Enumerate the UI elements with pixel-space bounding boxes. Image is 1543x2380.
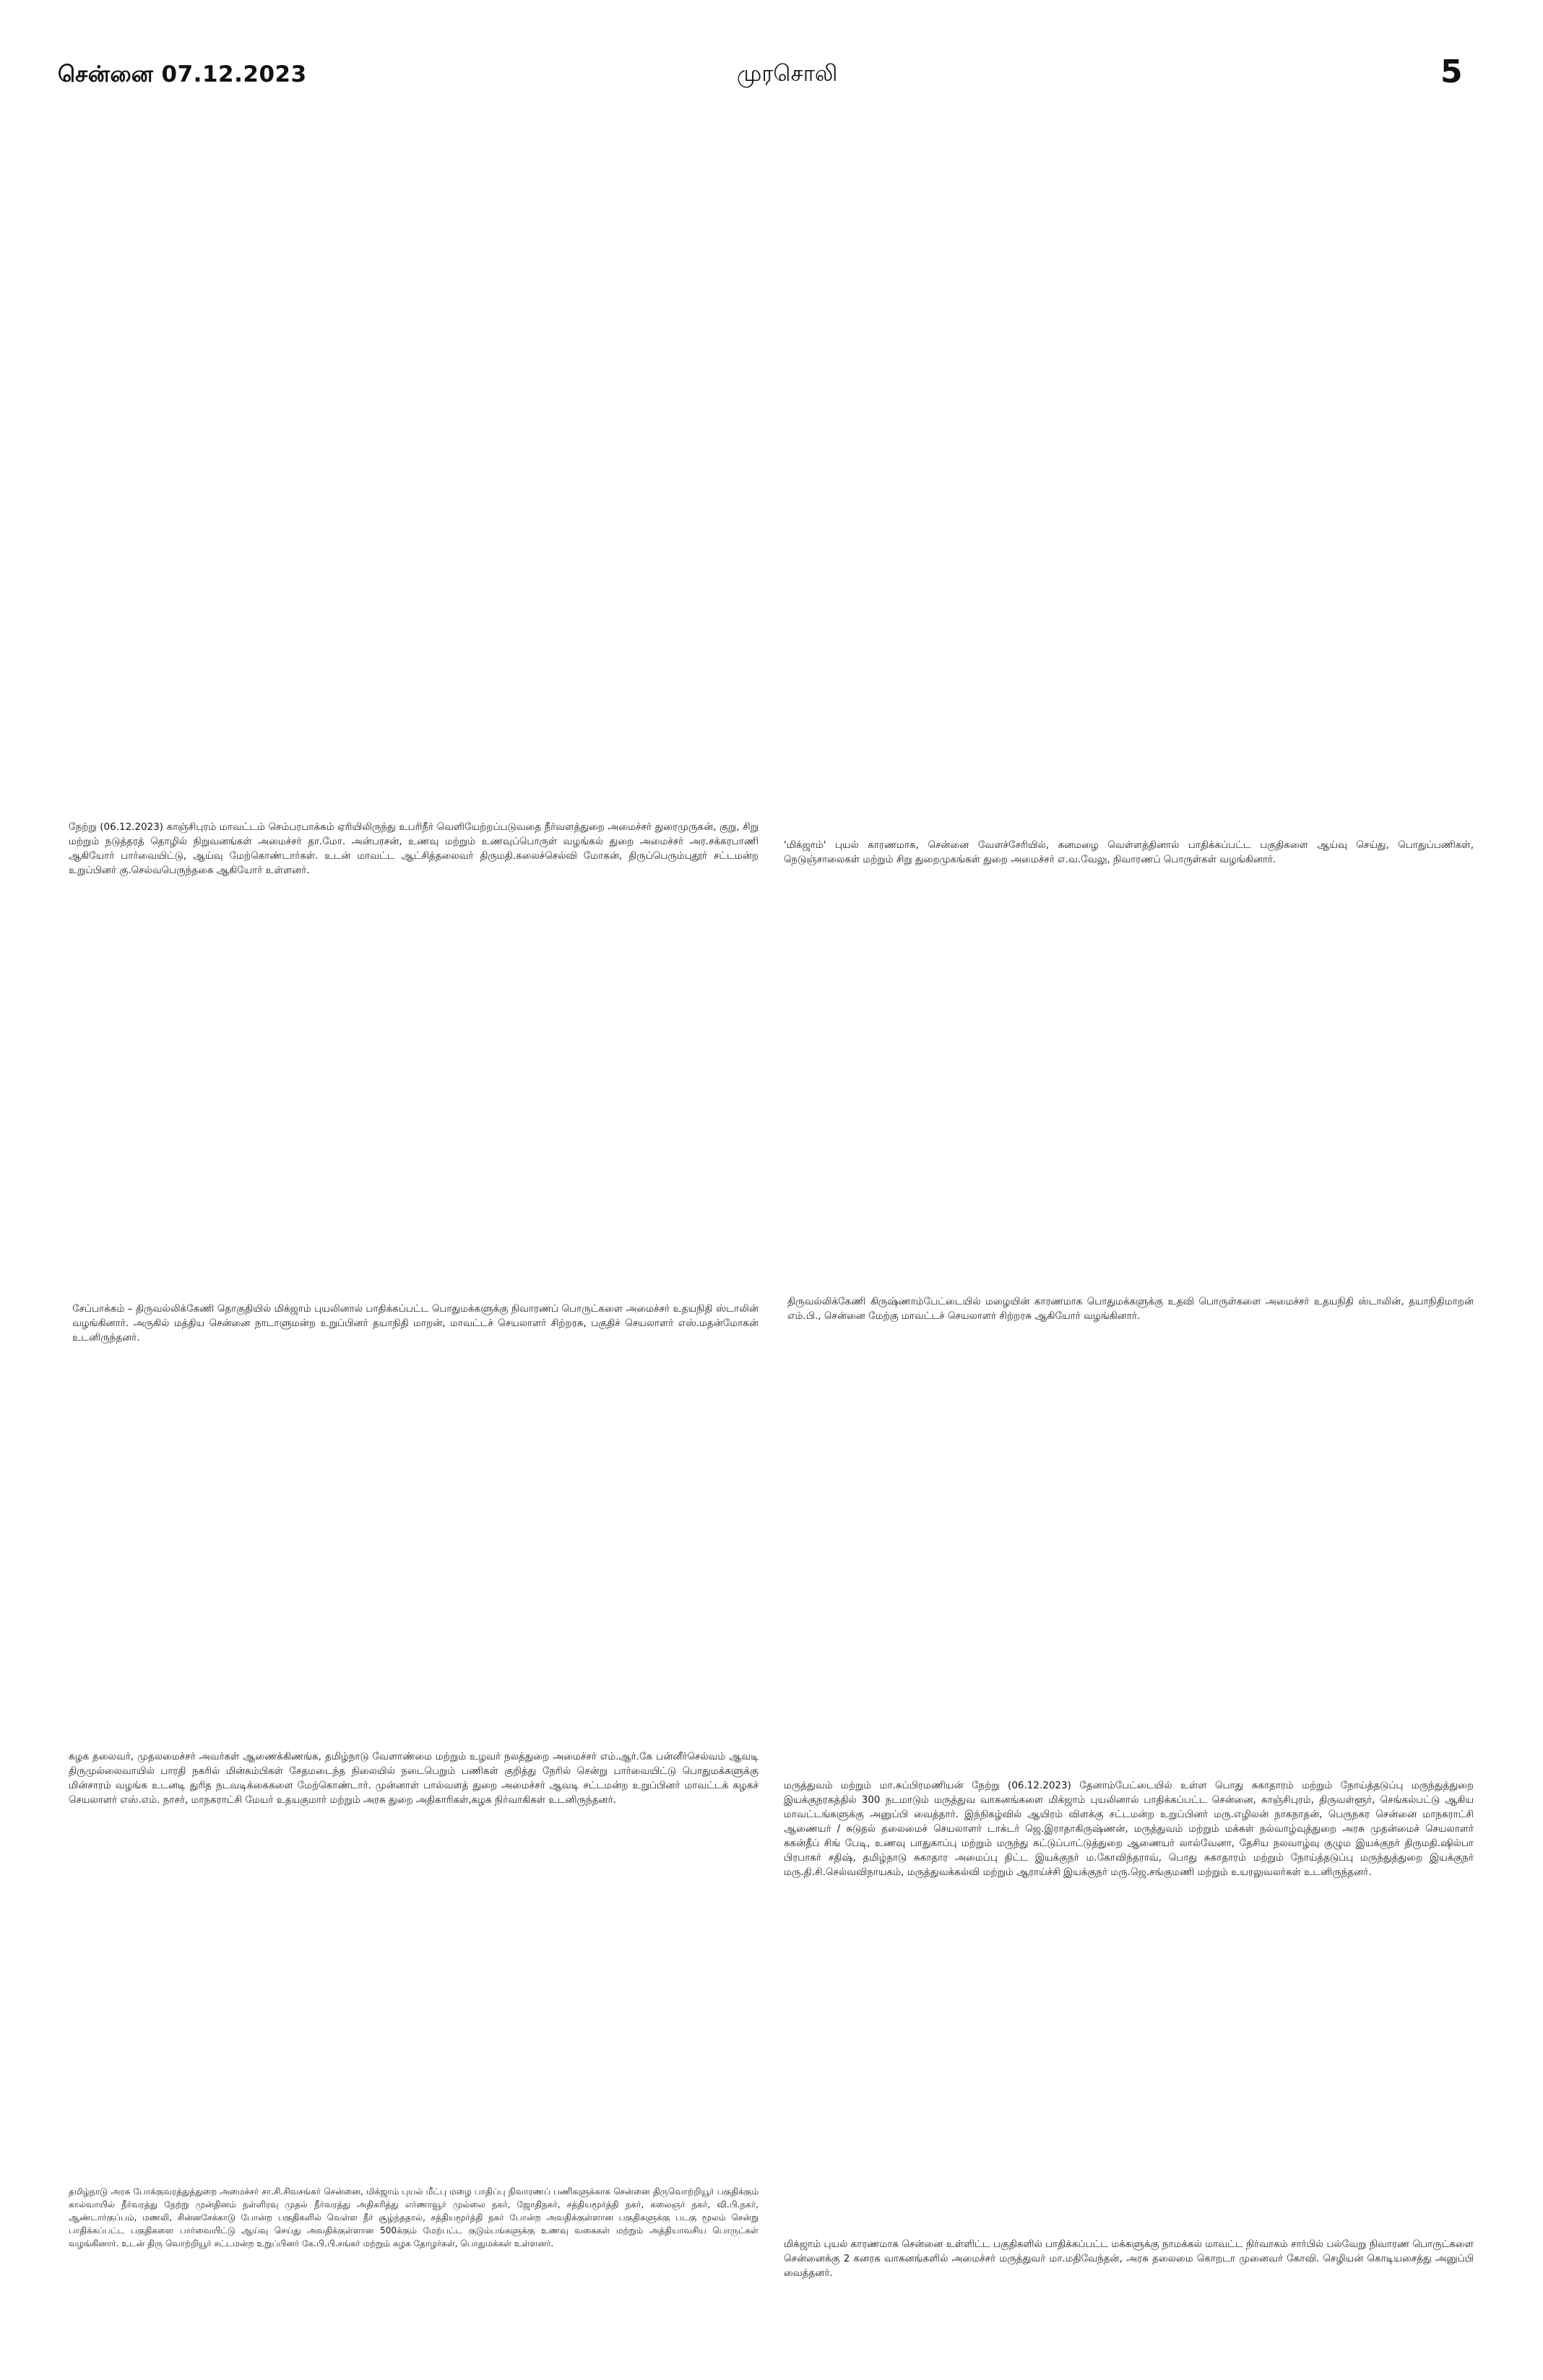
newspaper-name: முரசொலி <box>737 61 838 87</box>
edition-date: சென்னை 07.12.2023 <box>58 61 307 87</box>
photo-area-1 <box>69 101 755 809</box>
photo-caption-5: கழக தலைவர், முதலமைச்சர் அவர்கள் ஆணைக்கிணங்க, தமிழ்நாடு வேளாண்மை மற்றும் உழவர் நலத்துறை அமைச்சர் எம்.ஆர்.கே பன்னீர்செல்வம் ஆவடி திருமுல்லைவாயில் பாரதி நகரில் மின்கம்பிகள் சேதமடைந்த நிலையில் நடைபெறும் பணிகள் குறித்து நேரில் சென்று பார்வையிட்டு பொதுமக்களுக்கு மின்சாரம் வழங்க உடனடி துரித நடவடிக்கைகளை மேற்கொண்டார். முன்னாள் பால்வளத் துறை அமைச்சர் ஆவடி சட்டமன்ற உறுப்பினர் மாவட்டக் கழகச் செயலாளர் எஸ்.எம். நாசர், மாநகராட்சி மேயர் உதயகுமார் மற்றும் அரசு துறை அதிகாரிகள்,கழக நிர்வாகிகள் உடனிருந்தனர். <box>69 1751 758 1806</box>
photo-caption-7: தமிழ்நாடு அரசு போக்குவரத்துத்துறை அமைச்சர் சா.சி.சிவசங்கர் சென்னை, மிக்ஜாம் புயல் மீட்பு மழை பாதிப்பு நிவாரணப் பணிகளுக்காக சென்னை திருவொற்றியூர் பகுதிக்கும் கால்வாயில் நீர்வரத்து நேற்று முன்தினம் நள்ளிரவு முதல் நீர்வரத்து அதிகரித்து எர்ணாவூர் முல்லை நகர், ஜோதிநகர், சத்தியமூர்த்தி நகர், கலைஞர் நகர், வி.பி.நகர், ஆண்டார்குப்பம், மணலி, சின்னசேக்காடு போன்ற பகுதிகளில் வெள்ள நீர் சூழ்ந்ததால், சத்தியமூர்த்தி நகர் போன்ற அவதிக்குள்ளான பகுதிகளுக்கு படகு மூலம் சென்று பாதிக்கப்பட்ட பகுதிகளை பார்வையிட்டு ஆய்வு செய்து அவதிக்குள்ளான 500க்கும் மேற்பட்ட குடும்பங்களுக்கு உணவு வகைகள் மற்றும் அத்தியாவசிய பொருட்கள் வழங்கினார். உடன் திரு வொற்றியூர் சட்டமன்ற உறுப்பினர் கே.பி.பி.சங்கர் மற்றும் கழக தோழர்கள், பொதுமக்கள் உள்ளனர். <box>69 2186 759 2249</box>
photo-area-3 <box>69 899 758 1293</box>
photo-area-7 <box>69 1965 758 2174</box>
photo-caption-4: திருவல்லிக்கேணி கிருஷ்ணாம்பேட்டையில் மழையின் காரணமாக பொதுமக்களுக்கு உதவி பொருள்களை அமைச்சர் உதயநிதி ஸ்டாலின், தயாநிதிமாறன் எம்.பி., சென்னை மேற்கு மாவட்டச் செயலாளர் சிற்றரசு ஆகியோர் வழங்கினார். <box>787 1296 1474 1322</box>
photo-area-6 <box>784 1358 1474 1770</box>
masthead <box>0 0 1543 94</box>
photo-area-4 <box>784 899 1474 1289</box>
photo-area-5 <box>69 1358 758 1741</box>
photo-caption-2: 'மிக்ஜாம்' புயல் காரணமாக, சென்னை வேளச்சேரியில், கனமழை வெள்ளத்தினால் பாதிக்கப்பட்ட பகுதிகளை ஆய்வு செய்து, பொதுப்பணிகள், நெடுஞ்சாலைகள் மற்றும் சிறு துறைமுகங்கள் துறை அமைச்சர் எ.வ.வேலு, நிவாரணப் பொருள்கள் வழங்கினார். <box>784 839 1474 865</box>
photo-caption-3: சேப்பாக்கம் – திருவல்லிக்கேணி தொகுதியில் மிக்ஜாம் புயலினால் பாதிக்கப்பட்ட பொதுமக்களுக்கு நிவாரணப் பொருட்களை அமைச்சர் உதயநிதி ஸ்டாலின் வழங்கினார். அருகில் மத்திய சென்னை நாடாளுமன்ற உறுப்பினர் தயாநிதி மாறன், மாவட்டச் செயலாளர் சிற்றரசு, பகுதிச் செயலாளர் எஸ்.மதன்மோகன் உடனிருந்தனர். <box>72 1303 758 1343</box>
page-number: 5 <box>1440 53 1463 90</box>
photo-caption-8: மிக்ஜாம் புயல் காரணமாக சென்னை உள்ளிட்ட பகுதிகளில் பாதிக்கப்பட்ட மக்களுக்கு நாமக்கல் மாவட்ட நிர்வாகம் சார்பில் பல்வேறு நிவாரண பொருட்களை சென்னைக்கு 2 கனரக வாகனங்களில் அமைச்சர் மருத்துவர் மா.மதிவேந்தன், அரசு தலைமை கொறடா முனைவர் கோவி. செழியன் கொடியசைத்து அனுப்பி வைத்தனர். <box>784 2238 1474 2279</box>
photo-caption-6: மருத்துவம் மற்றும் மா.சுப்பிரமணியன் நேற்று (06.12.2023) தேனாம்பேட்டையில் உள்ள பொது சுகாதாரம் மற்றும் நோய்த்தடுப்பு மருந்துத்துறை இயக்குநரகத்தில் 300 நடமாடும் மருத்துவ வாகனங்களை மிக்ஜாம் புயலினால் பாதிக்கப்பட்ட சென்னை, காஞ்சிபுரம், திருவள்ளூர், செங்கல்பட்டு ஆகிய மாவட்டங்களுக்கு அனுப்பி வைத்தார். இந்நிகழ்வில் ஆயிரம் விளக்கு சட்டமன்ற உறுப்பினர் மரு.எழிலன் நாகநாதன், பெருநகர சென்னை மாநகராட்சி ஆணையர் / சுடுதல் தலைமைச் செயலாளர் டாக்டர் ஜெ.இராதாகிருஷ்ணன், மருத்துவம் மற்றும் மக்கள் நல்வாழ்வுத்துறை அரசு முதன்மைச் செயலாளர் ககன்தீப் சிங் பேடி, உணவு பாதுகாப்பு மற்றும் மருந்து கட்டுப்பாட்டுத்துறை ஆணையர் லால்வேனா, தேசிய நலவாழ்வு குழும இயக்குநர் திருமதி.ஷில்பா பிரபாகர் சதிஷ், தமிழ்நாடு சுகாதார அமைப்பு திட்ட இயக்குநர் ம.கோவிந்தராவ், பொது சுகாதாரம் மற்றும் நோய்த்தடுப்பு மருந்துத்துறை இயக்குநர் மரு.தி.சி.செல்வவிநாயகம், மருத்துவக்கல்வி மற்றும் ஆராய்ச்சி இயக்குநர் மரு.ஜெ.சங்குமணி மற்றும் உயரலுவலர்கள் உடனிருந்தனர். <box>784 1780 1474 1878</box>
photo-area-2 <box>784 101 1474 831</box>
photo-caption-1: நேற்று (06.12.2023) காஞ்சிபுரம் மாவட்டம் செம்பரபாக்கம் ஏரியிலிருந்து உபரிநீர் வெளியேற்றப்படுவதை நீர்வளத்துறை அமைச்சர் துரைமுருகன், குறு, சிறு மற்றும் நடுத்தரத் தொழில் நிறுவனங்கள் அமைச்சர் தா.மோ. அன்பரசன், உணவு மற்றும் உணவுப்பொருள் வழங்கல் துறை அமைச்சர் அர.சக்கரபாணி ஆகியோர் பார்வையிட்டு, ஆய்வு மேற்கொண்டார்கள். உடன் மாவட்ட ஆட்சித்தலைவர் திருமதி.கலைச்செல்வி மோகன், திருப்பெரும்புதூர் சட்டமன்ற உறுப்பினர் கு.செல்வபெருந்தகை ஆகியோர் உள்ளனர். <box>69 821 758 876</box>
photo-area-8 <box>784 1965 1474 2225</box>
